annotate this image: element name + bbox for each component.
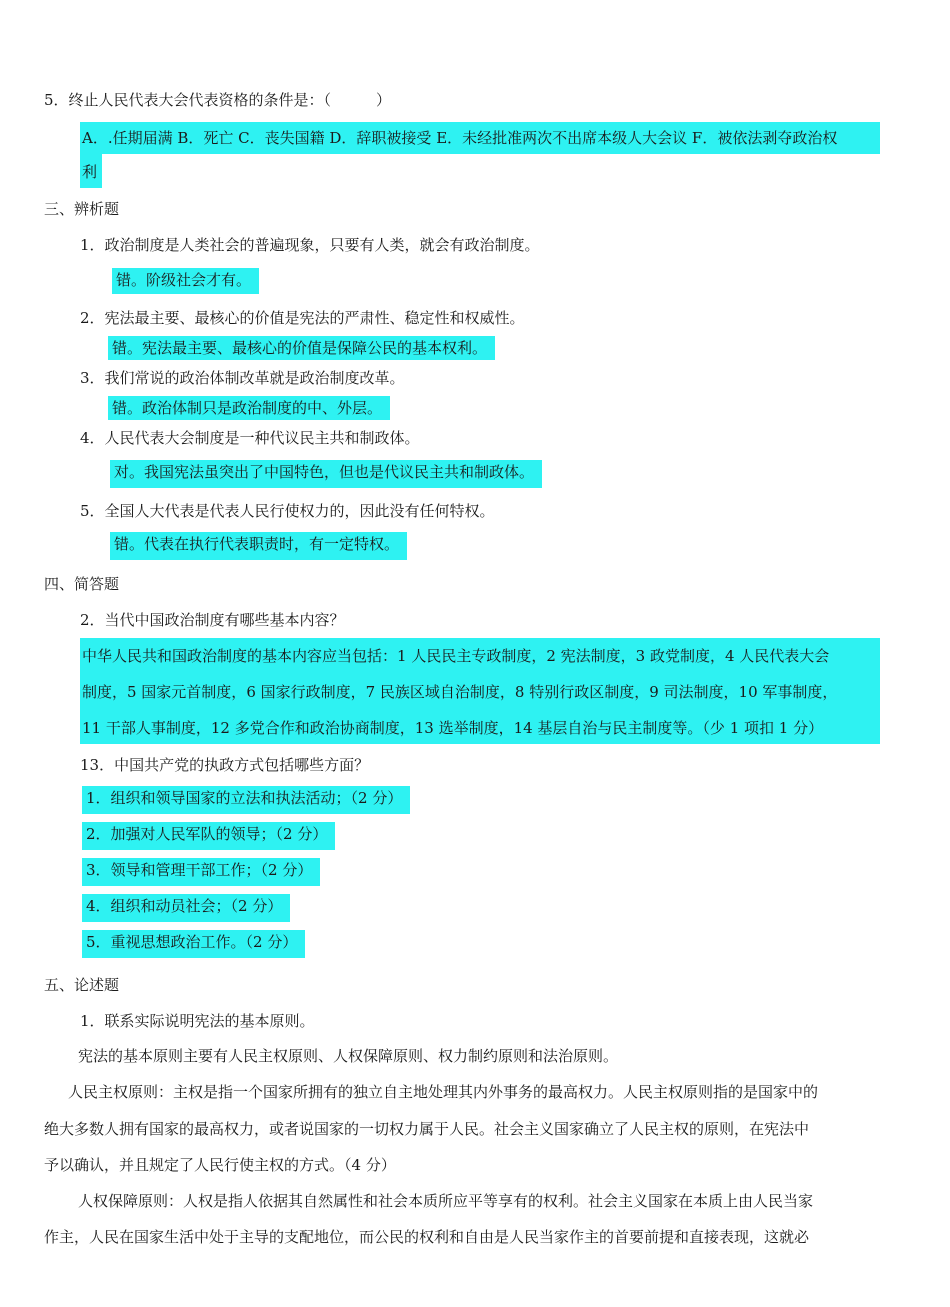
s3-question-4: 4．人民代表大会制度是一种代议民主共和制政体。 (80, 429, 420, 447)
s4-answer-13-item4: 4．组织和动员社会；（2 分） (82, 894, 290, 922)
s3-answer-1: 错。阶级社会才有。 (112, 268, 259, 294)
s3-answer-5: 错。代表在执行代表职责时，有一定特权。 (110, 532, 407, 560)
s5-para1-line3: 予以确认，并且规定了人民行使主权的方式。（4 分） (44, 1156, 396, 1174)
s4-answer-2-line3: 11 干部人事制度，12 多党合作和政治协商制度，13 选举制度，14 基层自治与民主制度等。（少 1 项扣 1 分） (82, 719, 824, 737)
s4-question-2: 2．当代中国政治制度有哪些基本内容？ (80, 611, 345, 629)
q5-answer-line2: 利 (82, 163, 98, 181)
s5-intro: 宪法的基本原则主要有人民主权原则、人权保障原则、权力制约原则和法治原则。 (78, 1047, 619, 1065)
s5-para2-line2: 作主，人民在国家生活中处于主导的支配地位，而公民的权利和自由是人民当家作主的首要前提和直接表现，这就必 (44, 1228, 810, 1246)
s4-answer-2-line1: 中华人民共和国政治制度的基本内容应当包括：1 人民民主专政制度，2 宪法制度，3 政党制度，4 人民代表大会 (82, 647, 830, 665)
s3-question-3: 3．我们常说的政治体制改革就是政治制度改革。 (80, 369, 405, 387)
s3-question-1: 1．政治制度是人类社会的普遍现象，只要有人类，就会有政治制度。 (80, 236, 540, 254)
s4-answer-13-item5: 5．重视思想政治工作。（2 分） (82, 930, 305, 958)
section3-title: 三、辨析题 (44, 200, 120, 218)
s4-answer-13-item3: 3．领导和管理干部工作；（2 分） (82, 858, 320, 886)
s4-question-13: 13．中国共产党的执政方式包括哪些方面？ (80, 756, 370, 774)
s3-answer-4: 对。我国宪法虽突出了中国特色，但也是代议民主共和制政体。 (110, 460, 542, 488)
s4-answer-13-item2: 2．加强对人民军队的领导；（2 分） (82, 822, 335, 850)
s5-para1-line1: 人民主权原则：主权是指一个国家所拥有的独立自主地处理其内外事务的最高权力。人民主权原则指的是国家中的 (68, 1083, 819, 1101)
s4-answer-13-item1: 1．组织和领导国家的立法和执法活动；（2 分） (82, 786, 410, 814)
s4-answer-2-line2: 制度，5 国家元首制度，6 国家行政制度，7 民族区域自治制度，8 特别行政区制度，9 司法制度，10 军事制度， (82, 683, 838, 701)
s3-question-5: 5．全国人大代表是代表人民行使权力的，因此没有任何特权。 (80, 502, 495, 520)
s5-question-1: 1．联系实际说明宪法的基本原则。 (80, 1012, 315, 1030)
section4-title: 四、简答题 (44, 575, 120, 593)
q5-answer-line1: A．.任期届满 B．死亡 C．丧失国籍 D．辞职被接受 E．未经批准两次不出席本级人大会议 F．被依法剥夺政治权 (82, 129, 838, 147)
s3-answer-2: 错。宪法最主要、最核心的价值是保障公民的基本权利。 (108, 336, 495, 360)
s3-question-2: 2．宪法最主要、最核心的价值是宪法的严肃性、稳定性和权威性。 (80, 309, 525, 327)
q5-question: 5．终止人民代表大会代表资格的条件是：（ ） (44, 91, 392, 109)
section5-title: 五、论述题 (44, 976, 120, 994)
s5-para1-line2: 绝大多数人拥有国家的最高权力，或者说国家的一切权力属于人民。社会主义国家确立了人民主权的原则，在宪法中 (44, 1120, 810, 1138)
s3-answer-3: 错。政治体制只是政治制度的中、外层。 (108, 396, 390, 420)
s5-para2-line1: 人权保障原则：人权是指人依据其自然属性和社会本质所应平等享有的权利。社会主义国家在本质上由人民当家 (78, 1192, 814, 1210)
